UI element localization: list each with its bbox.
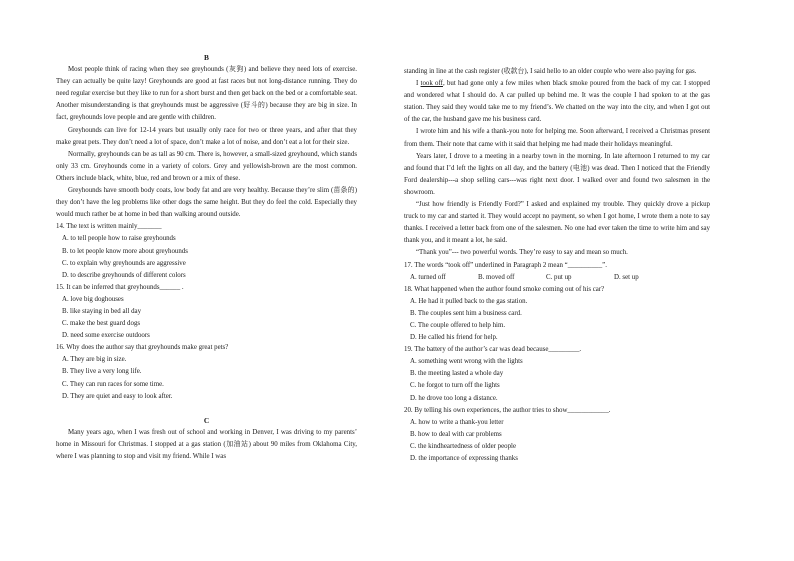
question-20 [404,405,710,465]
section-c-paragraph-5: “Just how friendly is Friendly Ford?” I asked and explained my trouble. They quickly drove a pickup truck to my car and started it. They would accept no payment, so when I got home, I wrote them a note to say thanks. I received a letter back from one of the salesmen. No one had ever taken the time to write him and say thank you, and it meant a lot, he said. [404,201,710,245]
question-15-option-a: A. love big doghouses [62,295,124,303]
question-16-option-c: C. They can run races for some time. [62,380,164,388]
question-18-stem: 18. What happened when the author found smoke coming out of his car? [404,285,605,293]
question-15-option-d: D. need some exercise outdoors [62,332,150,340]
right-column [404,66,710,465]
question-14-option-c: C. to explain why greyhounds are aggressive [62,259,186,267]
section-b-paragraph-4: Greyhounds have smooth body coats, low body fat and are very healthy. Because they’re slim (苗条的) they don’t have the leg problems like other dogs the same height. But they do feel the cold. Especially they would much rather be at home in bed than walking around outside. [56,187,357,219]
section-b-paragraph-1: Most people think of racing when they see greyhounds (灰狗) and believe they need lots of exercise. They can actually be quite lazy! Greyhounds are good at fast races but not long-distance running. They do need regular exercise but they like to run for a short burst and then get back on the bed or a comfortable seat. Another misunderstanding is that greyhounds must be aggressive (好斗的) because they are big in size. In fact, greyhounds love people and are gentle with children. [56,66,357,122]
question-14 [56,221,357,281]
section-b-paragraph-3: Normally, greyhounds can be as tall as 90 cm. There is, however, a small-sized greyhound, which stands only 33 cm. Greyhounds come in a variety of colors. Grey and yellowish-brown are the most common. Others include black, white, blue, red and brown or a mix of these. [56,150,357,182]
question-15-option-b: B. like staying in bed all day [62,307,142,315]
question-18 [404,284,710,344]
section-c-paragraph-4: Years later, I drove to a meeting in a nearby town in the morning. In late afternoon I returned to my car and found that I’d left the lights on all day, and the battery (电池) was dead. Then I noticed that the Friendly Ford dealership---a shop selling cars---was right next door. I walked over and found two salesmen in the showroom. [404,152,710,196]
section-c-paragraph-2 [404,78,710,126]
question-20-option-d: D. the importance of expressing thanks [410,455,518,462]
section-b-paragraph-2: Greyhounds can live for 12-14 years but usually only race for two or three years, and after that they make great pets. They don’t need a lot of space, don’t make a lot of noise, and don’t eat a lot for their size. [56,126,357,146]
section-c-paragraph-6: “Thank you”--- two powerful words. They’re easy to say and mean so much. [416,249,628,257]
question-16-stem: 16. Why does the author say that greyhounds make great pets? [56,344,229,352]
question-14-option-d: D. to describe greyhounds of different colors [62,271,186,279]
section-b-title: B [204,53,209,62]
question-18-option-b: B. The couples sent him a business card. [410,309,522,317]
question-17-options [410,272,710,284]
question-20-option-a: A. how to write a thank-you letter [410,418,504,426]
question-17-option-d: D. set up [614,273,639,281]
paragraph-2-rest: , but had gone only a few miles when black smoke poured from the back of my car. I stopped and wondered what I should do. A car pulled up behind me. It was the couple I had spoken to at the gas station. They said they would take me to my friend’s. We chatted on the way into the city, and when I got out of the car, the husband gave me his business card. [404,80,710,124]
question-15 [56,282,357,342]
section-c-paragraph-3: I wrote him and his wife a thank-you note for helping me. Soon afterward, I received a Christmas present from them. Their note that came with it said that helping me had made their holidays meaningful. [404,128,710,148]
question-14-stem: 14. The text is written mainly_______ [56,223,162,231]
question-16-option-a: A. They are big in size. [62,356,127,364]
question-19-option-a: A. something went wrong with the lights [410,358,523,366]
question-17-stem: 17. The words “took off” underlined in Paragraph 2 mean “__________”. [404,261,607,269]
question-19-option-b: B. the meeting lasted a whole day [410,370,504,378]
question-20-stem: 20. By telling his own experiences, the author tries to show____________. [404,406,611,414]
question-19-stem: 19. The battery of the author’s car was dead because_________. [404,346,582,354]
question-14-option-b: B. to let people know more about greyhounds [62,247,188,255]
question-20-option-b: B. how to deal with car problems [410,430,502,438]
section-c-paragraph-1: Many years ago, when I was fresh out of school and working in Denver, I was driving to my parents’ home in Missouri for Christmas. I stopped at a gas station (加油站) about 90 miles from Oklahoma City, where I was planning to stop and visit my friend. While I was [56,428,357,461]
section-c-paragraph-1-continued: standing in line at the cash register (收款台), I said hello to an older couple who were also paying for gas. [404,68,697,75]
underlined-took-off: took off [420,80,443,88]
question-15-stem: 15. It can be inferred that greyhounds______ . [56,283,184,291]
section-c-title: C [203,415,210,425]
question-16 [56,342,357,402]
question-16-option-b: B. They live a very long life. [62,368,142,376]
question-18-option-a: A. He had it pulled back to the gas station. [410,297,528,305]
paragraph-2-start: I [416,80,421,88]
question-20-option-c: C. the kindheartedness of older people [410,442,517,450]
question-14-option-a: A. to tell people how to raise greyhounds [62,235,176,243]
question-18-option-d: D. He called his friend for help. [410,334,498,342]
question-16-option-d: D. They are quiet and easy to look after. [62,392,173,400]
question-15-option-c: C. make the best guard dogs [62,320,141,328]
question-17 [404,260,710,284]
spacer [56,403,357,415]
question-18-option-c: C. The couple offered to help him. [410,321,506,329]
left-column [56,52,357,463]
question-19 [404,344,710,404]
question-19-option-c: C. he forgot to turn off the lights [410,382,500,390]
question-17-option-c: C. put up [546,273,572,281]
question-17-option-a: A. turned off [410,273,446,281]
question-17-option-b: B. moved off [478,273,515,281]
question-19-option-d: D. he drove too long a distance. [410,394,498,402]
